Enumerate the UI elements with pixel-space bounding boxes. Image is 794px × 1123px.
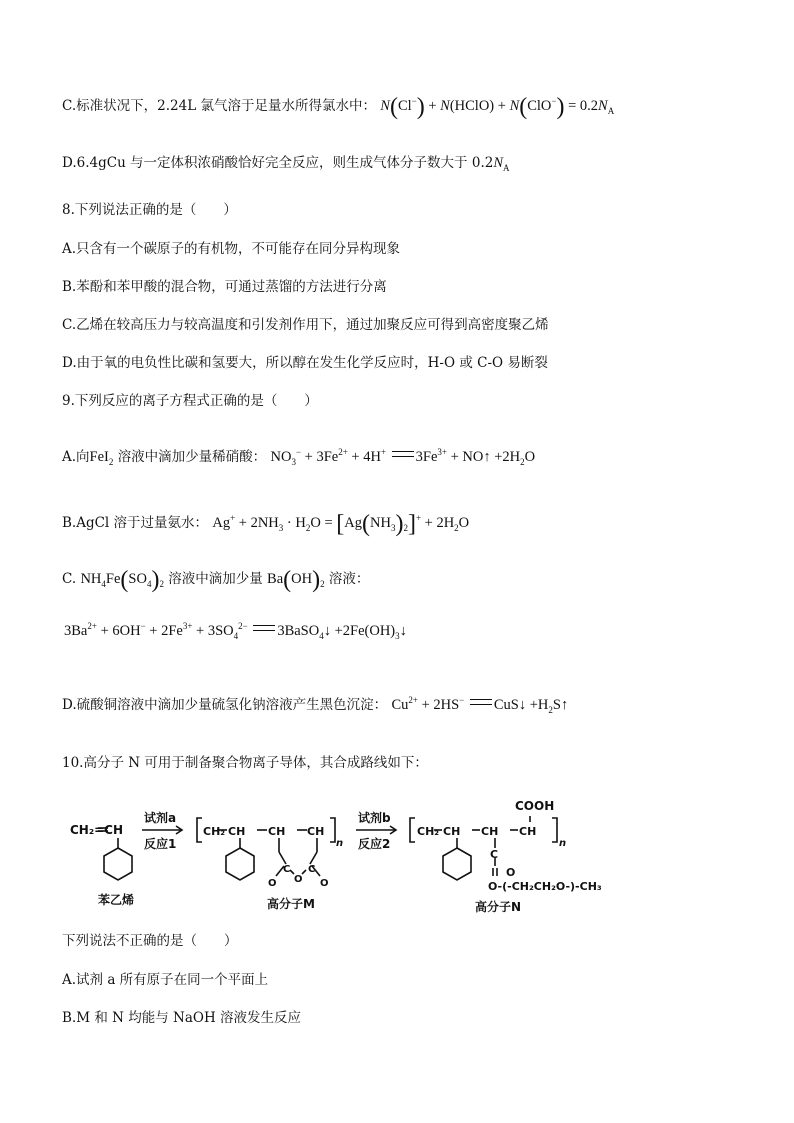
q8-option-d: D.由于氧的电负性比碳和氢要大，所以醇在发生化学反应时，H-O 或 C-O 易断裂 <box>62 355 548 371</box>
q7-option-d-na: $N_A$ <box>493 155 510 173</box>
q10-option-a: A.试剂 a 所有原子在同一个平面上 <box>62 972 269 988</box>
synthesis-route-figure <box>62 786 634 916</box>
q9-option-c-text: C. <box>62 571 77 587</box>
q9-option-a <box>62 447 535 467</box>
q7-option-d-text: D.6.4gCu 与一定体积浓硝酸恰好完全反应，则生成气体分子数大于 0.2 <box>62 155 494 171</box>
q9-option-a-fei2: FeI$_2$ <box>89 449 114 467</box>
reagent-b-label: 试剂b <box>358 811 391 825</box>
svg-text:CH: CH <box>228 825 246 838</box>
q7-option-d <box>62 153 510 173</box>
cooh-label: COOH <box>515 799 555 813</box>
q9-option-c-equation: $3Ba^{2+} + 6OH^- + 2Fe^{3+} + 3SO_4^{2-}$ 3BaSO$_4$↓ $+2Fe(OH)_3↓$ <box>64 621 407 641</box>
svg-text:CH: CH <box>268 825 286 838</box>
svg-text:O: O <box>320 878 329 889</box>
q9-option-a-equation: $NO_3^- + 3Fe^{2+} + 4H^+$ $3Fe^{3+}$ + NO↑ $+2H_2O$ <box>270 447 536 467</box>
svg-text:O: O <box>506 866 516 879</box>
styrene-ch2ch: CH₂=CH <box>70 823 124 837</box>
q8-stem: 8.下列说法正确的是（ ） <box>62 202 237 218</box>
reaction1-label: 反应1 <box>144 837 177 851</box>
styrene-label: 苯乙烯 <box>98 893 135 907</box>
q9-stem: 9.下列反应的离子方程式正确的是（ ） <box>62 393 318 409</box>
q9-option-c-equation-line <box>64 621 407 641</box>
svg-text:CH₂: CH₂ <box>417 825 440 838</box>
svg-text:CH: CH <box>481 825 499 838</box>
svg-text:O: O <box>268 878 277 889</box>
svg-text:CH₂: CH₂ <box>203 825 226 838</box>
q8-option-a: A.只含有一个碳原子的有机物，不可能存在同分异构现象 <box>62 241 401 257</box>
q9-option-c-text2: 溶液中滴加少量 <box>168 571 263 587</box>
q7-option-c-text: C.标准状况下，2.24L 氯气溶于足量水所得氯水中： <box>62 98 376 114</box>
reaction2-label: 反应2 <box>358 837 391 851</box>
svg-text:n: n <box>336 838 344 849</box>
q10-stem: 10.高分子 N 可用于制备聚合物离子导体，其合成路线如下： <box>62 755 428 771</box>
q9-option-a-text: A.向 <box>62 449 90 465</box>
q7-option-c-formula: N(Cl−) + N(HClO) + $N(ClO^-) = 0.2N_A$ <box>380 94 615 120</box>
q9-option-c <box>62 567 370 593</box>
q10-question: 下列说法不正确的是（ ） <box>62 933 238 949</box>
svg-text:C: C <box>490 848 499 861</box>
svg-text:O: O <box>294 874 303 885</box>
polymer-m-label: 高分子M <box>267 897 315 911</box>
svg-text:CH: CH <box>443 825 461 838</box>
reagent-a-label: 试剂a <box>144 811 177 825</box>
svg-text:n: n <box>559 838 567 849</box>
synthesis-route-svg <box>62 786 634 916</box>
q9-option-d-text: D.硫酸铜溶液中滴加少量硫氢化钠溶液产生黑色沉淀： <box>62 697 388 713</box>
q9-option-d <box>62 695 568 715</box>
peg-chain: O-(-CH₂CH₂O-)-CH₃ <box>488 880 602 893</box>
q9-option-c-base: $Ba(OH)_2$ <box>267 567 325 593</box>
svg-text:C: C <box>283 864 291 875</box>
q10-option-b: B.M 和 N 均能与 NaOH 溶液发生反应 <box>62 1010 302 1026</box>
svg-text:CH: CH <box>307 825 325 838</box>
q9-option-b-equation: $Ag^+ + 2NH_3 \cdot H_2O = [Ag(NH_3)_2]^+ + 2H_2O$ <box>212 511 470 537</box>
q9-option-c-salt: $NH_4Fe(SO_4)_2$ <box>80 567 164 593</box>
q7-option-c <box>62 94 615 120</box>
svg-text:C: C <box>308 864 316 875</box>
q9-option-d-equation: $Cu^{2+} + 2HS^-$ CuS↓ $+H_2S↑$ <box>391 695 569 715</box>
q9-option-c-text3: 溶液： <box>328 571 370 587</box>
q8-option-c: C.乙烯在较高压力与较高温度和引发剂作用下，通过加聚反应可得到高密度聚乙烯 <box>62 317 549 333</box>
q8-option-b: B.苯酚和苯甲酸的混合物，可通过蒸馏的方法进行分离 <box>62 279 387 295</box>
q9-option-a-text2: 溶液中滴加少量稀硝酸： <box>117 449 267 465</box>
q9-option-b-text: B.AgCl 溶于过量氨水： <box>62 515 209 531</box>
polymer-n-label: 高分子N <box>475 900 522 914</box>
svg-text:CH: CH <box>519 825 537 838</box>
q9-option-b <box>62 511 470 537</box>
